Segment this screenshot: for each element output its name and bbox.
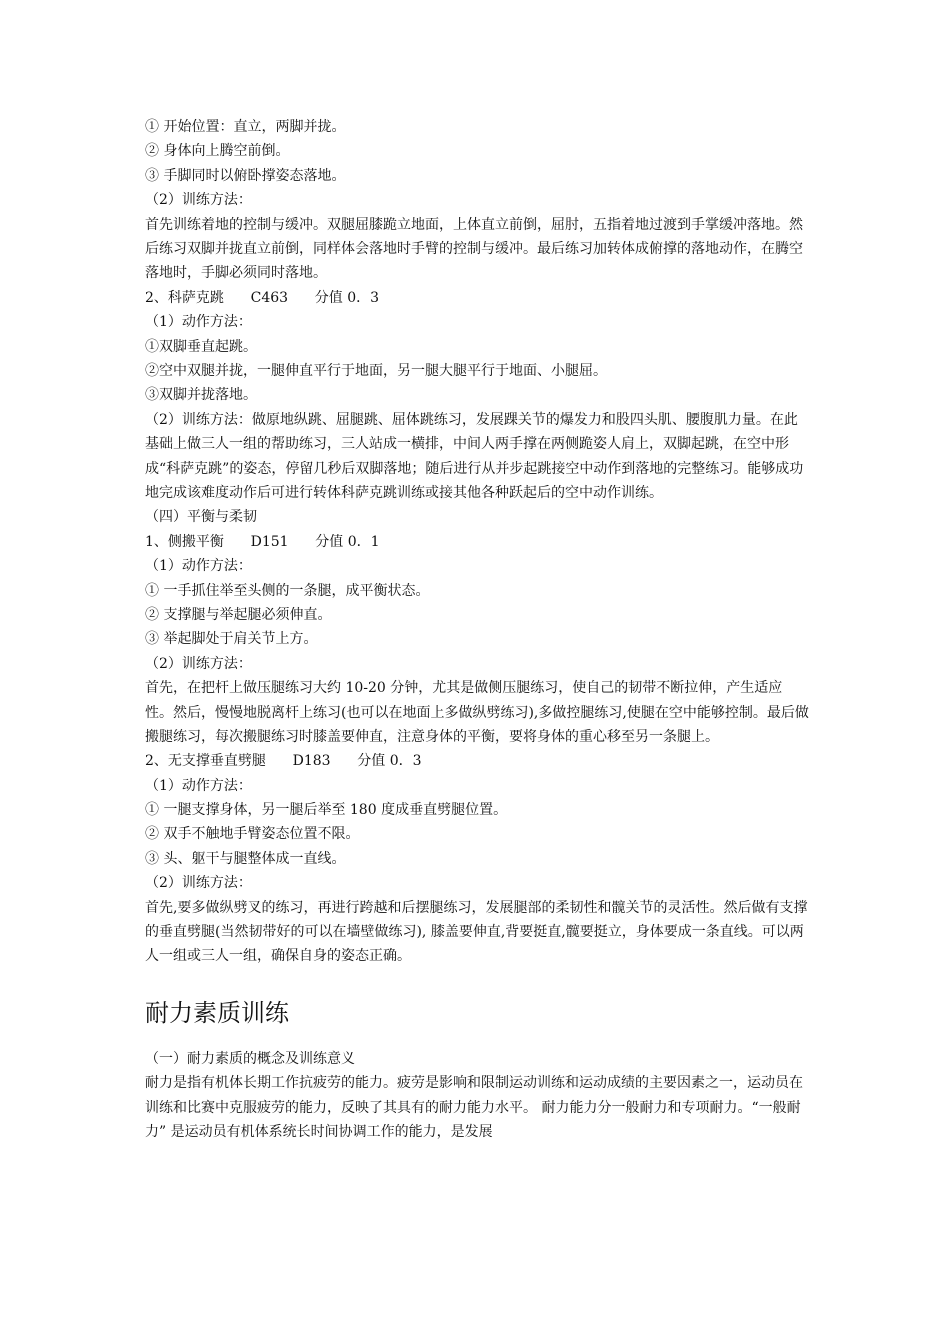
step-line: ① 一腿支撑身体，另一腿后举至 180 度成垂直劈腿位置。 [145,802,508,819]
step-line: ② 双手不触地手臂姿态位置不限。 [145,826,360,843]
step-line: ②空中双腿并拢，一腿伸直平行于地面，另一腿大腿平行于地面、小腿屈。 [145,362,607,379]
section-heading: 耐力素质训练 [145,998,289,1027]
step-line: ① 开始位置：直立，两脚并拢。 [145,119,346,135]
paragraph: 首先训练着地的控制与缓冲。双腿屈膝跪立地面，上体直立前倒，屈肘，五指着地过渡到手掌缓冲落地。然后练习双脚并拢直立前倒，同样体会落地时手臂的控制与缓冲。最后练习加转体成俯撑的落地动作，在腾空落地时，手脚必须同时落地。 [145,216,803,282]
step-line: ①双脚垂直起跳。 [145,338,257,355]
document-page [145,115,810,1144]
item-title: 2、科萨克跳 C463 分值 0．3 [145,289,380,306]
step-line: ③ 手脚同时以俯卧撑姿态落地。 [145,167,346,184]
subsection-label: （1）动作方法： [145,558,252,575]
item-title: 1、侧搬平衡 D151 分值 0．1 [145,533,380,550]
subsection-label: （一）耐力素质的概念及训练意义 [145,1050,355,1067]
step-line: ① 一手抓住举至头侧的一条腿，成平衡状态。 [145,582,430,599]
paragraph: （2）训练方法：做原地纵跳、屈腿跳、屈体跳练习，发展踝关节的爆发力和股四头肌、腰腹肌力量。在此基础上做三人一组的帮助练习，三人站成一横排，中间人两手撑在两侧跪姿人肩上，双脚起跳，在空中形成“科萨克跳”的姿态，停留几秒后双脚落地；随后进行从并步起跳接空中动作到落地的完整练习。能够成功地完成该难度动作后可进行转体科萨克跳训练或接其他各种跃起后的空中动作训练。 [145,411,804,501]
paragraph: 耐力是指有机体长期工作抗疲劳的能力。疲劳是影响和限制运动训练和运动成绩的主要因素之一，运动员在训练和比赛中克服疲劳的能力，反映了其具有的耐力能力水平。 耐力能力分一般耐力和专项耐力。“一般耐力” 是运动员有机体系统长时间协调工作的能力，是发展 [145,1075,803,1141]
section-label: （四）平衡与柔韧 [145,509,257,526]
subsection-label: （2）训练方法： [145,875,252,892]
subsection-label: （1）动作方法： [145,314,252,331]
paragraph: 首先,要多做纵劈叉的练习，再进行跨越和后摆腿练习，发展腿部的柔韧性和髋关节的灵活性。然后做有支撑的垂直劈腿(当然韧带好的可以在墙壁做练习), 膝盖要伸直,背要挺直,髋要挺立，身体要成一条直线。可以两人一组或三人一组，确保自身的姿态正确。 [145,899,808,965]
subsection-label: （2）训练方法： [145,192,252,209]
step-line: ③ 举起脚处于肩关节上方。 [145,631,318,648]
paragraph: 首先，在把杆上做压腿练习大约 10-20 分钟，尤其是做侧压腿练习，使自己的韧带不断拉伸，产生适应性。然后，慢慢地脱离杆上练习(也可以在地面上多做纵劈练习),多做控腿练习,使腿在空中能够控制。最后做搬腿练习，每次搬腿练习时膝盖要伸直，注意身体的平衡，要将身体的重心移至另一条腿上。 [145,680,809,745]
step-line: ③双脚并拢落地。 [145,387,257,404]
subsection-label: （2）训练方法： [145,655,252,672]
subsection-label: （1）动作方法： [145,777,252,794]
step-line: ③ 头、躯干与腿整体成一直线。 [145,850,346,867]
item-title: 2、无支撑垂直劈腿 D183 分值 0．3 [145,753,422,770]
step-line: ② 身体向上腾空前倒。 [145,143,290,160]
step-line: ② 支撑腿与举起腿必须伸直。 [145,606,332,623]
